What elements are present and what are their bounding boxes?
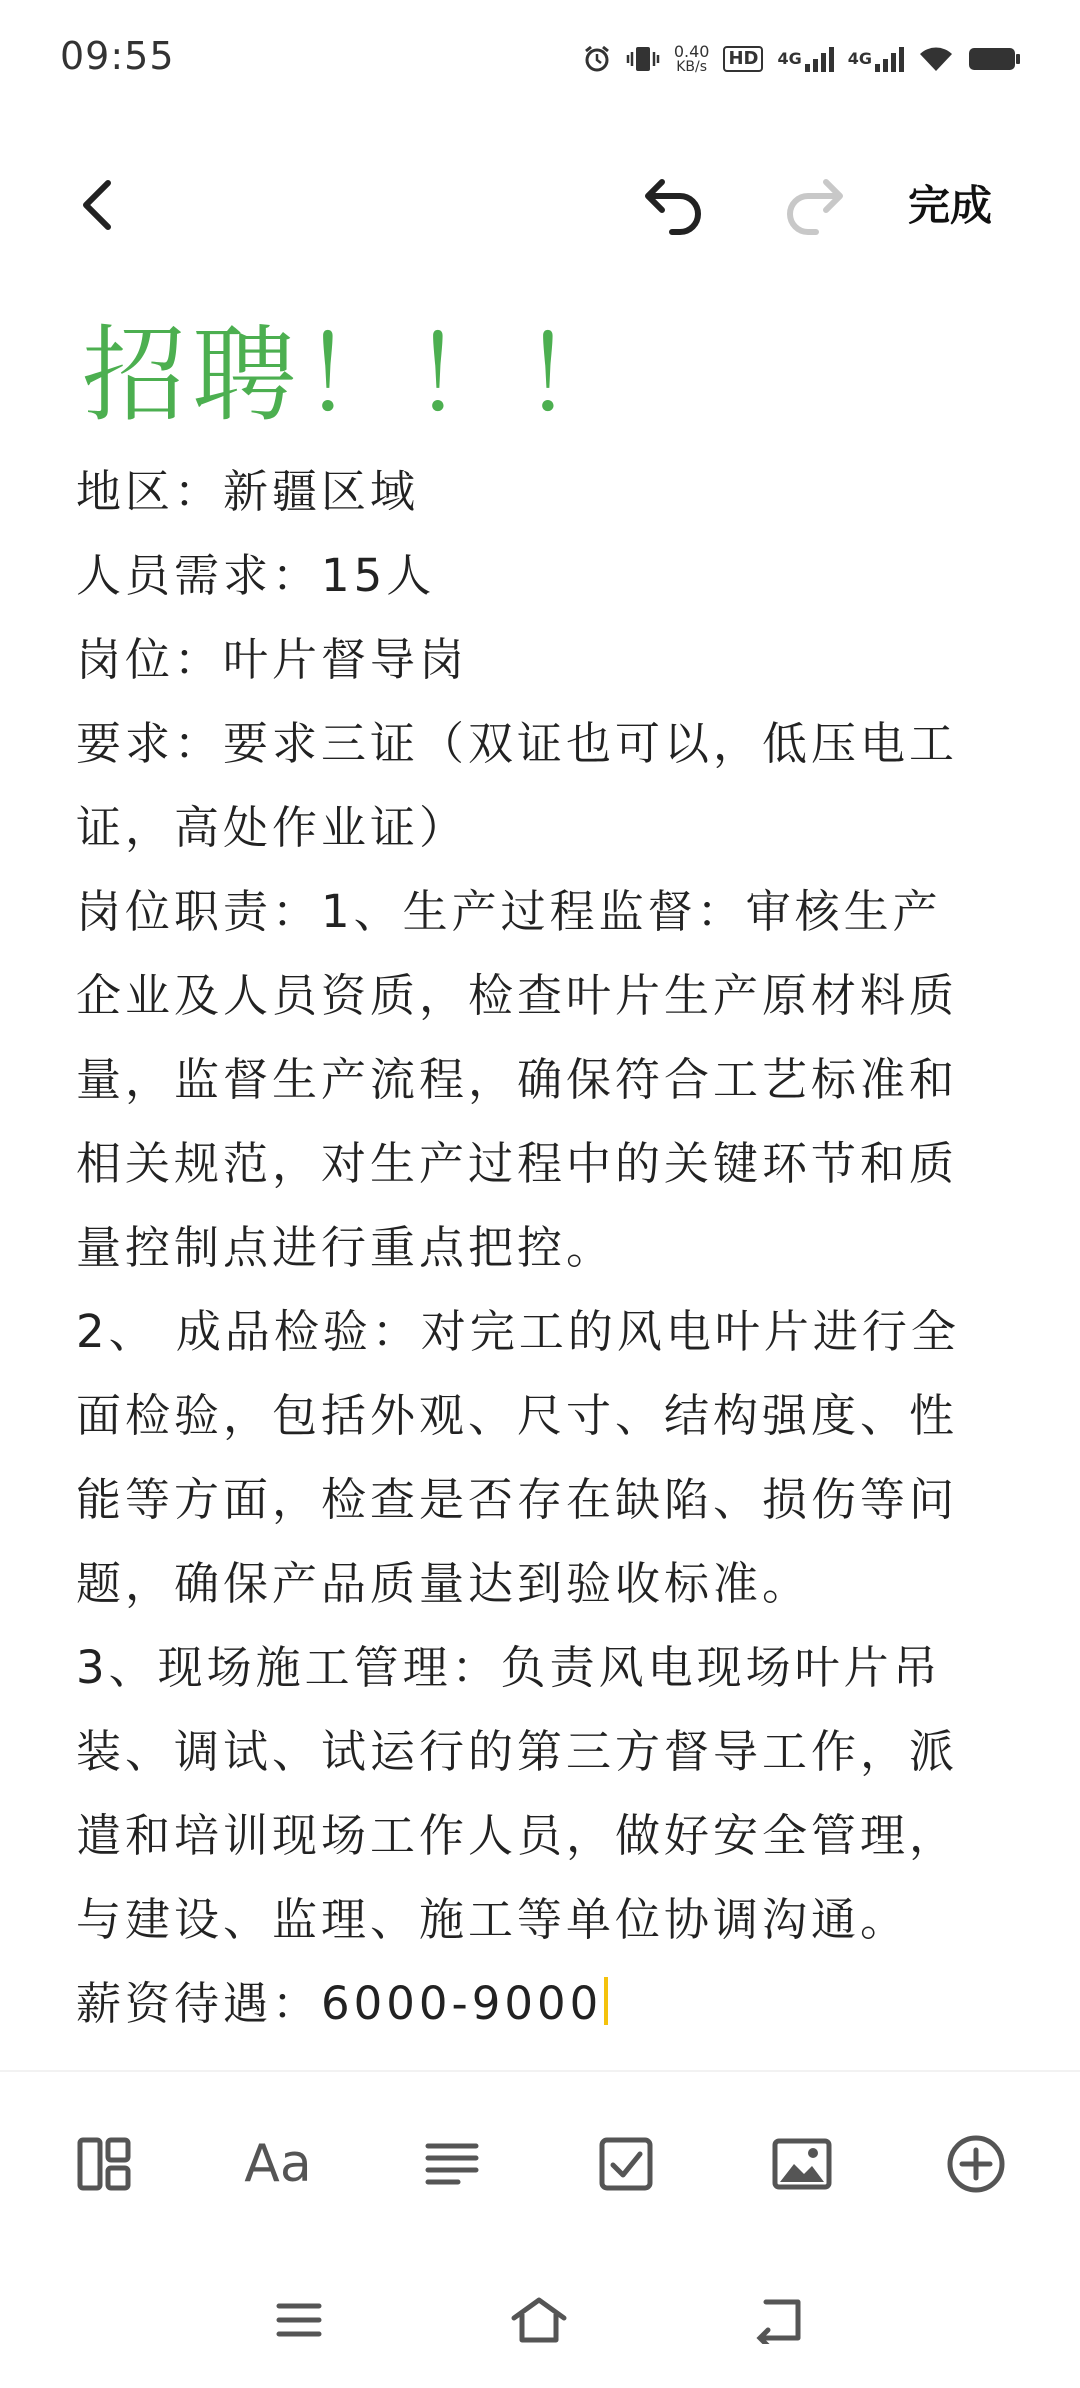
layout-button[interactable] xyxy=(68,2128,140,2200)
battery-icon xyxy=(968,45,1022,73)
status-time: 09:55 xyxy=(60,34,175,78)
note-line[interactable]: 量控制点进行重点把控。 xyxy=(76,1221,616,1274)
wifi-icon xyxy=(918,45,954,73)
system-navbar xyxy=(0,2270,1080,2370)
note-line[interactable]: 相关规范，对生产过程中的关键环节和质 xyxy=(76,1137,959,1190)
note-line[interactable]: 2、 成品检验：对完工的风电叶片进行全 xyxy=(76,1305,960,1358)
note-line[interactable]: 企业及人员资质，检查叶片生产原材料质 xyxy=(76,969,959,1022)
note-line[interactable]: 与建设、监理、施工等单位协调沟通。 xyxy=(76,1893,910,1946)
note-line[interactable]: 岗位职责：1、生产过程监督：审核生产 xyxy=(76,885,942,938)
redo-button[interactable] xyxy=(776,168,852,244)
text-style-button[interactable] xyxy=(242,2128,314,2200)
nav-home-button[interactable] xyxy=(504,2290,574,2350)
insert-image-button[interactable] xyxy=(766,2128,838,2200)
note-line[interactable]: 人员需求：15人 xyxy=(76,549,436,602)
back-icon xyxy=(754,2296,804,2344)
back-arrow-icon xyxy=(76,177,116,233)
nav-menu-button[interactable] xyxy=(264,2290,334,2350)
signal-icon xyxy=(777,46,833,72)
signal-1-label: 4G xyxy=(777,49,802,68)
note-line[interactable]: 岗位：叶片督导岗 xyxy=(76,633,469,686)
net-speed xyxy=(674,44,710,74)
note-line-last[interactable] xyxy=(76,1962,1006,2046)
note-line[interactable]: 遣和培训现场工作人员，做好安全管理， xyxy=(76,1809,959,1862)
add-button[interactable] xyxy=(940,2128,1012,2200)
note-line[interactable]: 3、现场施工管理：负责风电现场叶片吊 xyxy=(76,1641,942,1694)
add-circle-icon xyxy=(946,2134,1006,2194)
checklist-button[interactable] xyxy=(590,2128,662,2200)
note-editor[interactable] xyxy=(76,300,1006,2046)
nav-back-button[interactable] xyxy=(744,2290,814,2350)
hd-label: HD xyxy=(723,46,763,72)
signal-icon xyxy=(848,46,904,72)
note-line[interactable]: 证，高处作业证） xyxy=(76,801,469,854)
layout-icon xyxy=(76,2136,132,2192)
note-line[interactable]: 地区：新疆区域 xyxy=(76,465,420,518)
align-left-icon xyxy=(424,2140,480,2188)
hd-icon xyxy=(723,46,763,72)
salary-line[interactable]: 薪资待遇：6000-9000 xyxy=(76,1977,603,2030)
status-bar xyxy=(0,0,1080,120)
undo-button[interactable] xyxy=(636,168,712,244)
done-button[interactable]: 完成 xyxy=(908,181,993,230)
back-button[interactable] xyxy=(66,172,126,238)
image-icon xyxy=(772,2138,832,2190)
note-line[interactable]: 装、调试、试运行的第三方督导工作，派 xyxy=(76,1725,959,1778)
note-line[interactable]: 能等方面，检查是否存在缺陷、损伤等问 xyxy=(76,1473,959,1526)
signal-2-label: 4G xyxy=(847,49,872,68)
menu-icon xyxy=(275,2300,323,2340)
undo-icon xyxy=(642,176,706,236)
net-speed-value: 0.40 xyxy=(673,42,710,61)
app-header xyxy=(0,150,1080,260)
status-icons xyxy=(582,36,1022,82)
note-title[interactable]: 招聘！！！ xyxy=(82,314,633,436)
note-line[interactable]: 面检验，包括外观、尺寸、结构强度、性 xyxy=(76,1389,959,1442)
text-style-icon: Aa xyxy=(244,2134,312,2194)
alarm-icon xyxy=(582,44,612,74)
align-button[interactable] xyxy=(416,2128,488,2200)
home-icon xyxy=(510,2296,568,2344)
format-toolbar xyxy=(0,2108,1080,2218)
text-caret xyxy=(604,1977,608,2025)
redo-icon xyxy=(782,176,846,236)
note-line[interactable]: 量，监督生产流程，确保符合工艺标准和 xyxy=(76,1053,959,1106)
toolbar-divider xyxy=(0,2070,1080,2072)
net-speed-unit: KB/s xyxy=(676,59,708,75)
vibrate-icon xyxy=(626,44,660,74)
checkbox-icon xyxy=(598,2136,654,2192)
note-line[interactable]: 要求：要求三证（双证也可以，低压电工 xyxy=(76,717,959,770)
note-line[interactable]: 题，确保产品质量达到验收标准。 xyxy=(76,1557,812,1610)
